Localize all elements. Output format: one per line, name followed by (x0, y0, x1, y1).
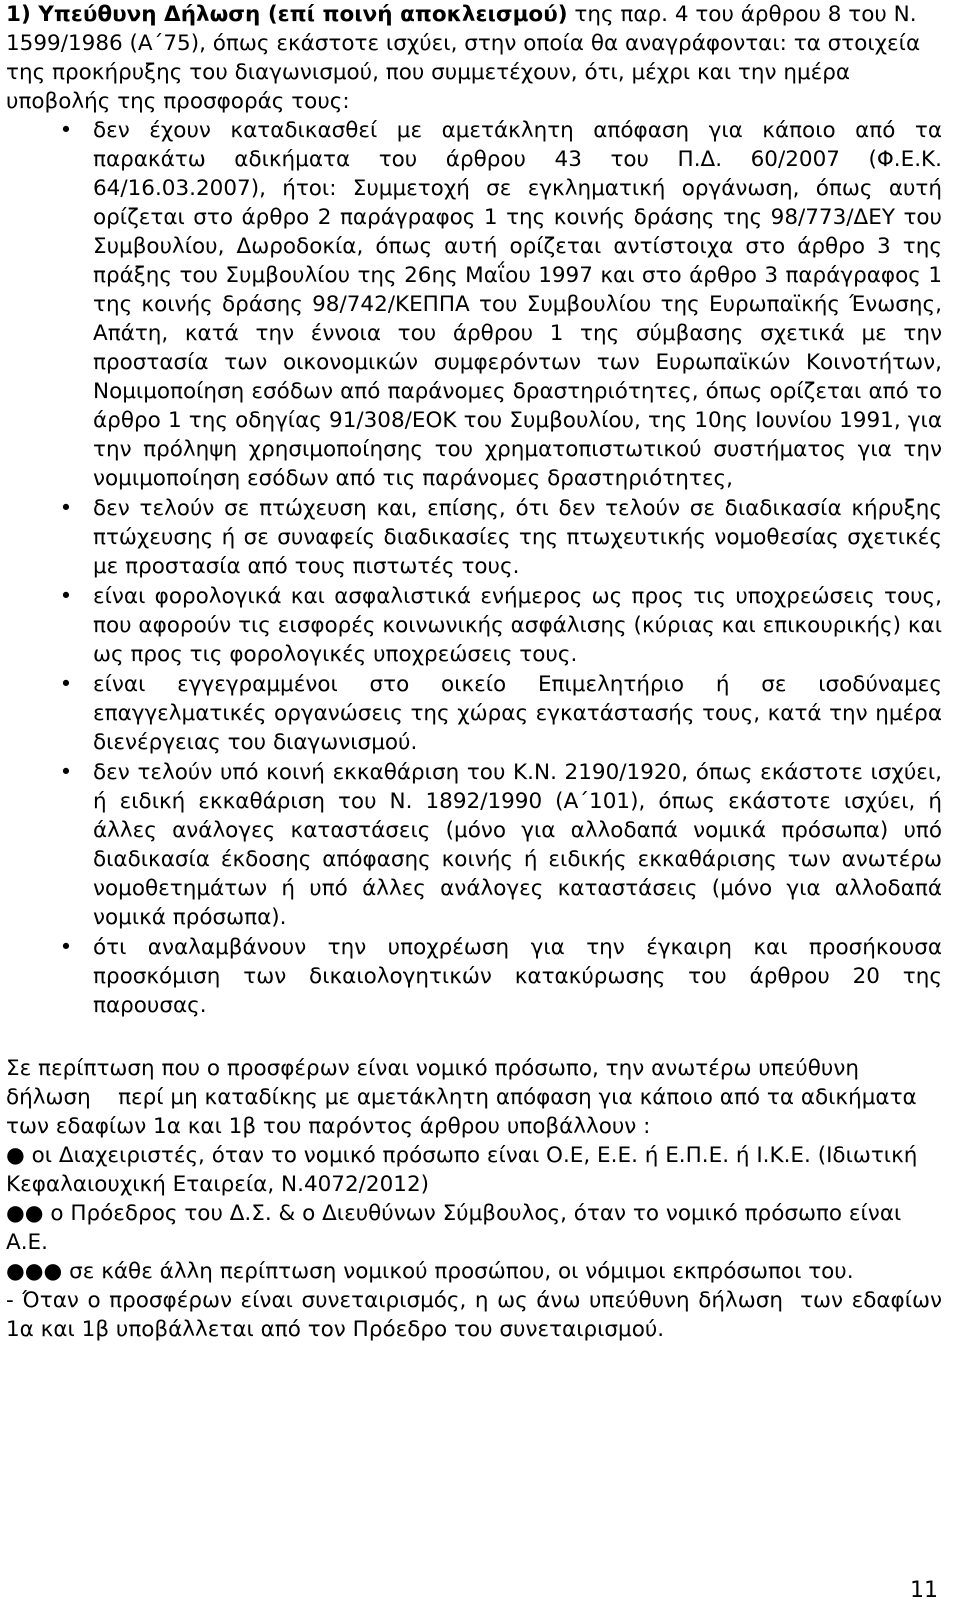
list-item-text: δεν τελούν σε πτώχευση και, επίσης, ότι δεν τελούν σε διαδικασία κήρυξης πτώχευσης ή σε συναφείς διαδικασίες της πτωχευτικής νομοθεσίας σχετικές με προστασία από τους πιστωτές τους. (93, 496, 942, 579)
intro-text: της παρ. 4 του άρθρου 8 του Ν. 1599/1986 (Α΄75), όπως εκάστοτε ισχύει, στην οποία θα αναγράφονται: τα στοιχεία της προκήρυξης του διαγωνισμού, που συμμετέχουν, ότι, μέχρι και την ημέρα υποβολής της προσφοράς τους: (6, 2, 921, 114)
list-item-text: είναι φορολογικά και ασφαλιστικά ενήμερος ως προς τις υποχρεώσεις τους, που αφορούν τις εισφορές κοινωνικής ασφάλισης (κύριας και επικουρικής) και ως προς τις φορολογικές υποχρεώσεις τους. (93, 584, 942, 667)
legal-person-line-2: ●● ο Πρόεδρος του Δ.Σ. & ο Διευθύνων Σύμβουλος, όταν το νομικό πρόσωπο είναι Α.Ε. (6, 1201, 902, 1255)
legal-person-intro: Σε περίπτωση που ο προσφέρων είναι νομικό πρόσωπο, την ανωτέρω υπεύθυνη δήλωση περί μη καταδίκης με αμετάκλητη απόφαση για κάποιο από τα αδικήματα των εδαφίων 1α και 1β του παρόντος άρθρου υποβάλλουν : (6, 1056, 924, 1139)
list-item (6, 758, 942, 932)
list-item (6, 494, 942, 581)
section-spacer (6, 1021, 942, 1054)
list-item (6, 670, 942, 757)
bullet-icon: • (59, 672, 73, 697)
legal-person-line-4: - Όταν ο προσφέρων είναι συνεταιρισμός, η ως άνω υπεύθυνη δήλωση των εδαφίων 1α και 1β υποβάλλεται από τον Πρόεδρο του συνεταιρισμού. (6, 1288, 949, 1342)
list-item-text: ότι αναλαμβάνουν την υποχρέωση για την έγκαιρη και προσήκουσα προσκόμιση των δικαιολογητικών κατακύρωσης του άρθρου 20 της παρουσας. (93, 935, 942, 1018)
legal-person-line-3: ●●● σε κάθε άλλη περίπτωση νομικού προσώπου, οι νόμιμοι εκπρόσωποι του. (6, 1259, 854, 1284)
declaration-list (6, 116, 942, 1020)
list-item-text: δεν έχουν καταδικασθεί με αμετάκλητη απόφαση για κάποιο από τα παρακάτω αδικήματα του άρθρου 43 του Π.Δ. 60/2007 (Φ.Ε.Κ. 64/16.03.2007), ήτοι: Συμμετοχή σε εγκληματική οργάνωση, όπως αυτή ορίζεται στο άρθρο 2 παράγραφος 1 της κοινής δράσης της 98/773/ΔΕΥ του Συμβουλίου, Δωροδοκία, όπως αυτή ορίζεται αντίστοιχα στο άρθρο 3 της πράξης του Συμβουλίου της 26ης Μαΐου 1997 και στο άρθρο 3 παράγραφος 1 της κοινής δράσης 98/742/ΚΕΠΠΑ του Συμβουλίου της Ευρωπαϊκής Ένωσης, Απάτη, κατά την έννοια του άρθρου 1 της σύμβασης σχετικά με την προστασία των οικονομικών συμφερόντων των Ευρωπαϊκών Κοινοτήτων, Νομιμοποίηση εσόδων από παράνομες δραστηριότητες, όπως ορίζεται από το άρθρο 1 της οδηγίας 91/308/ΕΟΚ του Συμβουλίου, της 10ης Ιουνίου 1991, για την πρόληψη χρησιμοποίησης του χρηματοπιστωτικού συστήματος για την νομιμοποίηση εσόδων από τις παράνομες δραστηριότητες, (93, 118, 942, 491)
list-item (6, 116, 942, 493)
list-item-text: είναι εγγεγραμμένοι στο οικείο Επιμελητήριο ή σε ισοδύναμες επαγγελματικές οργανώσεις της χώρας εγκατάστασής τους, κατά την ημέρα διενέργειας του διαγωνισμού. (93, 672, 942, 755)
list-item (6, 582, 942, 669)
intro-paragraph (6, 0, 942, 116)
bullet-icon: • (59, 584, 73, 609)
legal-person-line-1: ● οι Διαχειριστές, όταν το νομικό πρόσωπο είναι Ο.Ε, Ε.Ε. ή Ε.Π.Ε. ή Ι.Κ.Ε. (Ιδιωτική Κεφαλαιουχική Εταιρεία, Ν.4072/2012) (6, 1143, 918, 1197)
list-item (6, 933, 942, 1020)
bullet-icon: • (59, 935, 73, 960)
bullet-icon: • (59, 496, 73, 521)
bullet-icon: • (59, 118, 73, 143)
bullet-icon: • (59, 760, 73, 785)
intro-heading: 1) Υπεύθυνη Δήλωση (επί ποινή αποκλεισμού) (6, 2, 568, 27)
page-number: 11 (910, 1578, 938, 1603)
list-item-text: δεν τελούν υπό κοινή εκκαθάριση του Κ.Ν. 2190/1920, όπως εκάστοτε ισχύει, ή ειδική εκκαθάριση του Ν. 1892/1990 (Α΄101), όπως εκάστοτε ισχύει, ή άλλες ανάλογες καταστάσεις (μόνο για αλλοδαπά νομικά πρόσωπα) υπό διαδικασία έκδοσης απόφασης κοινής ή ειδικής εκκαθάρισης των ανωτέρω νομοθετημάτων ή υπό άλλες ανάλογες καταστάσεις (μόνο για αλλοδαπά νομικά πρόσωπα). (93, 760, 942, 930)
document-page (6, 0, 949, 1344)
